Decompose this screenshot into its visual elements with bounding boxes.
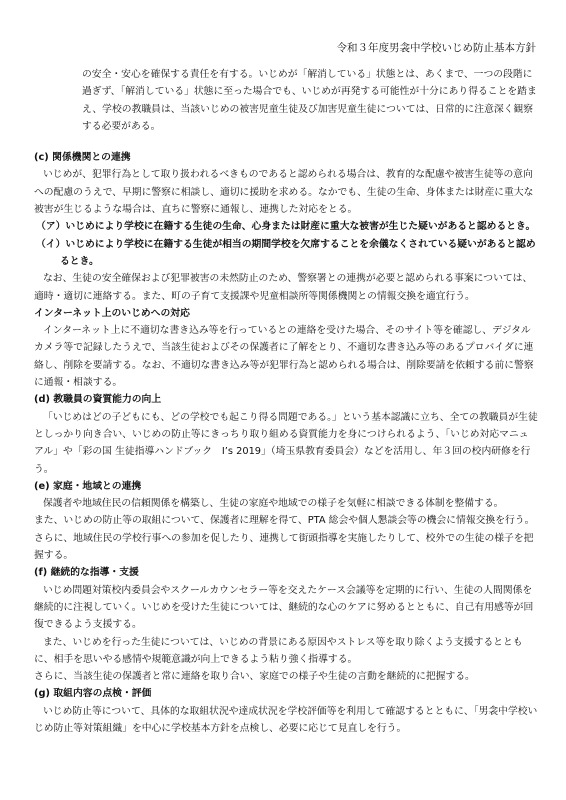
section-f-paragraph-1: いじめ問題対策校内委員会やスクールカウンセラー等を交えたケース会議等を定期的に行い、生徒の人間関係を継続的に注視していく。いじめを受けた生徒については、継続的な心のケアに努めるとともに、自己有用感等が回復できるよう支援する。 <box>34 584 534 631</box>
section-f-paragraph-2: また、いじめを行った生徒については、いじめの背景にある原因やストレス等を取り除くよう支援するとともに、相手を思いやる感情や規範意識が向上できるよう粘り強く指導する。 <box>34 636 523 665</box>
section-d-heading: (d) 教職員の資質能力の向上 <box>34 394 162 406</box>
section-f-paragraph-3: さらに、当該生徒の保護者と常に連絡を取り合い、家庭での様子や生徒の言動を継続的に把握する。 <box>34 671 475 683</box>
section-c-paragraph-1: いじめが、犯罪行為として取り扱われるべきものであると認められる場合は、教育的な配慮や被害生徒等の意向への配慮のうえで、早期に警察に相談し、適切に援助を求める。なかでも、生徒の生命、身体または財産に重大な被害が生じるような場合は、直ちに警察に通報し、連携した対応をとる。 <box>34 169 534 216</box>
internet-paragraph: インターネット上に不適切な書き込み等を行っているとの連絡を受けた場合、そのサイト等を確認し、デジタルカメラ等で記録したうえで、当該生徒およびその保護者に了解をとり、不適切な書き込み等のあるプロバイダに連絡し、削除を要請する。なお、不適切な書き込み等が犯罪行為と認められる場合は、削除要請を依頼する前に警察に通報・相談する。 <box>34 325 534 389</box>
section-e-paragraph-2: また、いじめの防止等の取組について、保護者に理解を得て、PTA 総会や個人懇談会等の機会に情報交換を行う。さらに、地域住民の学校行事への参加を促したり、連携して街頭指導を実施したりして、校外での生徒の様子を把握する。 <box>34 515 535 562</box>
document-body <box>34 66 538 737</box>
section-c-item-i: （イ）いじめにより学校に在籍する生徒が相当の期間学校を欠席することを余儀なくされている疑いがあると認めるとき。 <box>36 238 536 267</box>
section-g-heading: (g) 取組内容の点検・評価 <box>34 688 152 700</box>
section-g-paragraph: いじめ防止等について、具体的な取組状況や達成状況を学校評価等を利用して確認するとともに、「男衾中学校いじめ防止等対策組織」を中心に学校基本方針を点検し、必要に応じて見直しを行う。 <box>34 705 538 734</box>
document-header: 令和３年度男衾中学校いじめ防止基本方針 <box>336 42 536 54</box>
section-e-heading: (e) 家庭・地域との連携 <box>34 480 142 492</box>
section-c-paragraph-2: なお、生徒の安全確保および犯罪被害の未然防止のため、警察署との連携が必要と認められる事案については、適時・適切に連絡する。また、町の子育て支援課や児童相談所等関係機関との情報交換を適宜行う。 <box>34 273 533 302</box>
intro-paragraph: の安全・安心を確保する責任を有する。いじめが「解消している」状態とは、あくまで、一つの段階に過ぎず、「解消している」状態に至った場合でも、いじめが再発する可能性が十分にあり得ることを踏まえ、学校の教職員は、当該いじめの被害児童生徒及び加害児童生徒については、日常的に注意深く観察する必要がある。 <box>82 69 537 132</box>
section-c-item-a: （ア）いじめにより学校に在籍する生徒の生命、心身または財産に重大な被害が生じた疑いがあると認めるとき。 <box>36 221 536 233</box>
section-f-heading: (f) 継続的な指導・支援 <box>34 567 139 579</box>
internet-heading: インターネット上のいじめへの対応 <box>34 307 190 319</box>
section-d-paragraph: 「いじめはどの子どもにも、どの学校でも起こり得る問題である。」という基本認識に立ち、全ての教職員が生徒としっかり向き合い、いじめの防止等にきっちり取り組める資質能力を身につけられるよう、「いじめ対応マニュアル」や「彩の国 生徒指導ハンドブック I’s 2019」（埼玉県教育委員会）などを活用し、年３回の校内研修を行う。 <box>34 411 538 475</box>
section-c-heading: (c) 関係機関との連携 <box>34 152 131 164</box>
section-e-paragraph-1: 保護者や地域住民の信頼関係を構築し、生徒の家庭や地域での様子を気軽に相談できる体制を整備する。 <box>43 498 504 510</box>
